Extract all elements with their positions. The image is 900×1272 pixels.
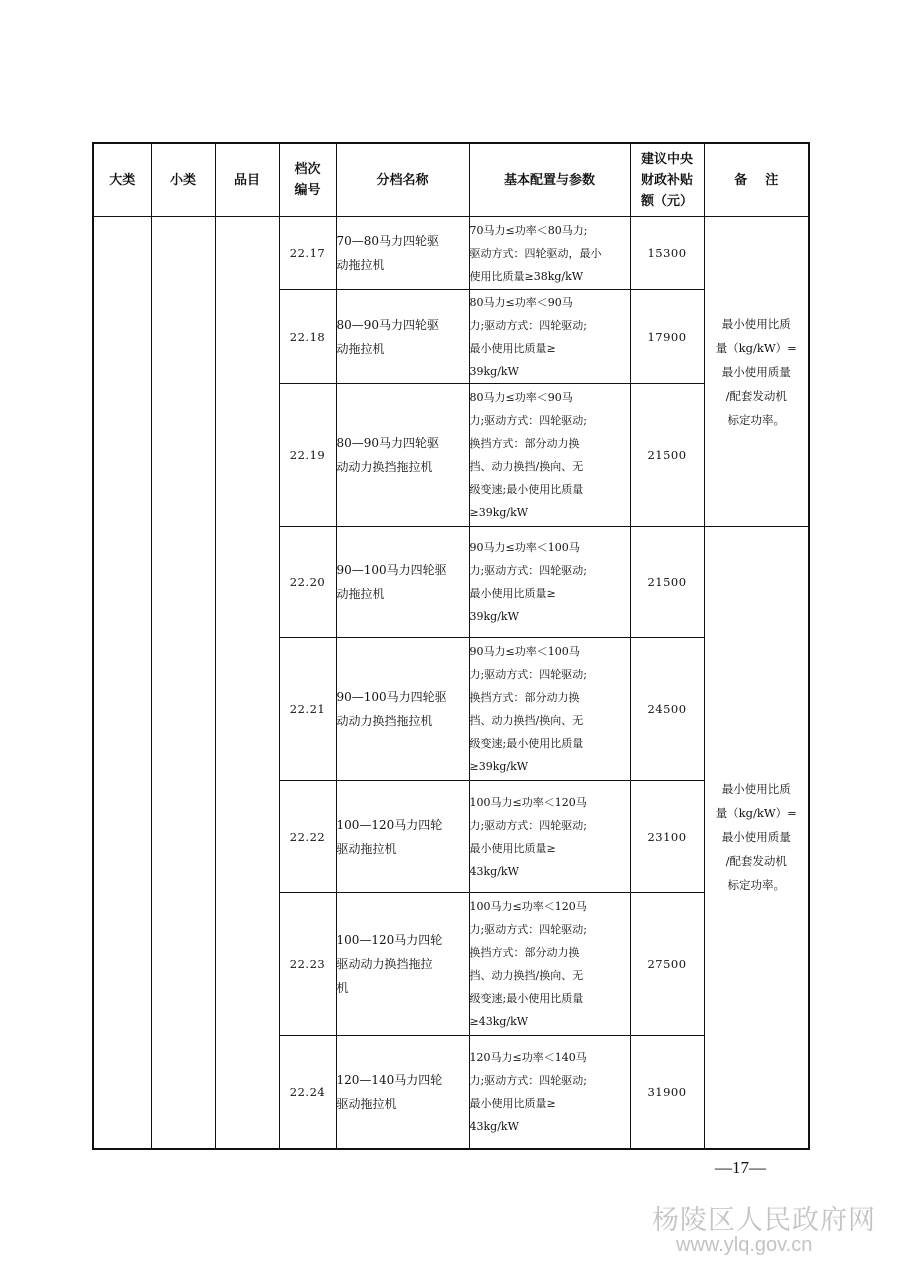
header-grade-no-line: 档次 [294,162,321,177]
grade-name [336,638,469,781]
params-line: 120马力≤功率＜140马 [469,1050,587,1064]
note-cell [704,527,809,1149]
params-line: 最小使用比质量≥ [469,1096,556,1110]
params-line: 100马力≤功率＜120马 [469,900,587,913]
params-line: 挡、动力换挡/换向、无 [469,969,584,982]
params-line: 39kg/kW [469,364,519,378]
params-line: 级变速;最小使用比质量 [469,992,584,1005]
params-line: 最小使用比质量≥ [469,341,556,355]
grade-name-line: 90—100马力四轮驱 [336,563,447,577]
grade-name-line: 70—80马力四轮驱 [336,234,440,248]
params-line: 挡、动力换挡/换向、无 [469,714,584,727]
params-line: 力;驱动方式：四轮驱动; [469,923,587,936]
header-grade-name: 分档名称 [336,143,469,217]
params-line: 43kg/kW [469,864,519,878]
params-line: 驱动方式：四轮驱动，最小 [469,246,602,260]
subsidy-amount: 21500 [630,527,704,638]
note-line: 最小使用质量 [721,364,791,379]
header-grade-no [279,143,336,217]
params-line: 90马力≤功率＜100马 [469,541,580,554]
params-cell [469,638,630,781]
params-line: 力;驱动方式：四轮驱动; [469,668,587,681]
grade-name [336,527,469,638]
note-line: 标定功率。 [727,878,785,893]
subsidy-table [92,142,810,1150]
params-line: 力;驱动方式：四轮驱动; [469,318,587,332]
grade-name [336,384,469,527]
params-line: 43kg/kW [469,1119,519,1133]
params-line: 换挡方式：部分动力换 [469,691,580,704]
params-line: 挡、动力换挡/换向、无 [469,460,584,473]
params-cell [469,384,630,527]
header-row [93,143,809,217]
subsidy-amount: 21500 [630,384,704,527]
watermark-site-name: 杨陵区人民政府网 [652,1205,876,1236]
params-line: 70马力≤功率＜80马力; [469,223,588,237]
header-subcategory: 小类 [151,143,215,217]
grade-name-line: 100—120马力四轮 [336,817,443,832]
grade-name-line: 动拖拉机 [336,341,385,356]
header-params: 基本配置与参数 [469,143,630,217]
note-cell [704,217,809,527]
subsidy-amount: 31900 [630,1036,704,1149]
header-note: 备 注 [704,143,809,217]
grade-code: 22.20 [279,527,336,638]
subsidy-amount: 27500 [630,893,704,1036]
grade-name [336,781,469,893]
item-cell [215,217,279,1149]
grade-name-line: 驱动拖拉机 [336,1096,397,1111]
params-cell [469,893,630,1036]
header-subsidy-line: 财政补贴 [640,172,693,188]
grade-name-line: 80—90马力四轮驱 [336,317,440,332]
params-line: ≥39kg/kW [469,506,529,519]
note-line: /配套发动机 [725,388,787,403]
header-subsidy-line: 额（元） [640,193,693,209]
grade-name [336,290,469,384]
grade-name-line: 100—120马力四轮 [336,933,443,947]
params-line: 换挡方式：部分动力换 [469,437,580,450]
grade-code: 22.18 [279,290,336,384]
params-cell [469,290,630,384]
subsidy-amount: 24500 [630,638,704,781]
params-line: 力;驱动方式：四轮驱动; [469,818,587,832]
params-line: 力;驱动方式：四轮驱动; [469,1073,587,1087]
grade-code: 22.24 [279,1036,336,1149]
note-line: 最小使用质量 [721,830,791,845]
params-line: 力;驱动方式：四轮驱动; [469,414,587,427]
subcategory-cell [151,217,215,1149]
page-number: —17— [715,1158,766,1177]
subsidy-amount: 17900 [630,290,704,384]
params-cell [469,1036,630,1149]
note-line: 标定功率。 [727,412,785,427]
params-line: 39kg/kW [469,610,519,623]
params-line: ≥39kg/kW [469,760,529,773]
header-subsidy [630,143,704,217]
note-line: /配套发动机 [725,854,787,869]
grade-code: 22.23 [279,893,336,1036]
grade-name-line: 90—100马力四轮驱 [336,690,447,704]
grade-name-line: 80—90马力四轮驱 [336,436,440,450]
params-line: 级变速;最小使用比质量 [469,737,584,750]
header-category: 大类 [93,143,151,217]
watermark-url: www.ylq.gov.cn [676,1234,813,1256]
grade-name-line: 120—140马力四轮 [336,1072,443,1087]
grade-code: 22.21 [279,638,336,781]
note-line: 最小使用比质 [721,316,791,331]
params-line: 100马力≤功率＜120马 [469,795,587,809]
grade-name-line: 机 [336,981,349,995]
note-line: 量（kg/kW）= [715,340,797,355]
grade-name [336,1036,469,1149]
params-line: 90马力≤功率＜100马 [469,645,580,658]
grade-name-line: 动动力换挡拖拉机 [336,460,433,474]
params-line: 换挡方式：部分动力换 [469,946,580,959]
subsidy-amount: 15300 [630,217,704,290]
params-cell [469,217,630,290]
grade-code: 22.22 [279,781,336,893]
grade-name-line: 动动力换挡拖拉机 [336,714,433,728]
params-line: 80马力≤功率＜90马 [469,295,573,309]
grade-name-line: 动拖拉机 [336,587,385,601]
params-line: 力;驱动方式：四轮驱动; [469,564,587,577]
note-line: 最小使用比质 [721,782,791,797]
header-grade-no-line: 编号 [294,183,321,198]
params-line: 使用比质量≥38kg/kW [469,269,584,283]
params-line: ≥43kg/kW [469,1015,529,1028]
note-line: 量（kg/kW）= [715,806,797,821]
params-line: 80马力≤功率＜90马 [469,391,573,404]
grade-name-line: 驱动拖拉机 [336,841,397,856]
grade-code: 22.17 [279,217,336,290]
subsidy-amount: 23100 [630,781,704,893]
category-cell [93,217,151,1149]
header-item: 品目 [215,143,279,217]
params-line: 最小使用比质量≥ [469,587,556,600]
grade-name-line: 驱动动力换挡拖拉 [336,957,433,971]
params-line: 级变速;最小使用比质量 [469,483,584,496]
header-subsidy-line: 建议中央 [640,151,693,167]
grade-name [336,217,469,290]
table-row [93,217,809,290]
params-line: 最小使用比质量≥ [469,841,556,855]
grade-name-line: 动拖拉机 [336,258,385,272]
params-cell [469,527,630,638]
params-cell [469,781,630,893]
grade-name [336,893,469,1036]
grade-code: 22.19 [279,384,336,527]
